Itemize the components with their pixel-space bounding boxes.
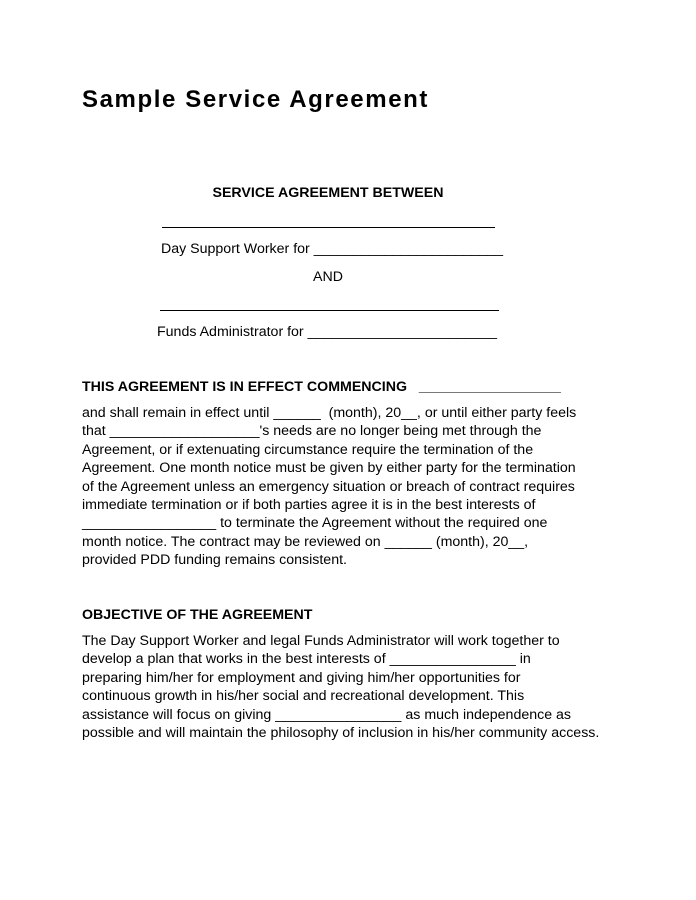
paragraph-line: provided PDD funding remains consistent.	[82, 552, 347, 569]
paragraph-line: of the Agreement unless an emergency situation or breach of contract requires	[82, 478, 575, 495]
paragraph-line: preparing him/her for employment and giving him/her opportunities for	[82, 669, 521, 686]
commencing-heading: THIS AGREEMENT IS IN EFFECT COMMENCING __________________	[82, 379, 561, 395]
paragraph-line: Agreement. One month notice must be given by either party for the termination	[82, 460, 576, 477]
and-label: AND	[313, 269, 343, 285]
funds-administrator-line: Funds Administrator for ________________________	[157, 324, 497, 340]
objective-heading: OBJECTIVE OF THE AGREEMENT	[82, 607, 313, 623]
paragraph-line: continuous growth in his/her social and recreational development. This	[82, 688, 525, 705]
paragraph-line: assistance will focus on giving ________________ as much independence as	[82, 706, 572, 723]
paragraph-line: immediate termination or if both parties agree it is in the best interests of	[82, 497, 536, 514]
paragraph-line: The Day Support Worker and legal Funds Administrator will work together to	[82, 633, 560, 649]
party-two-blank-line	[160, 310, 499, 311]
party-one-blank-line	[162, 227, 495, 228]
paragraph-line: and shall remain in effect until ______ (month), 20__, or until either party feels	[82, 405, 577, 421]
agreement-heading: SERVICE AGREEMENT BETWEEN	[212, 185, 444, 201]
document-title: Sample Service Agreement	[82, 86, 429, 113]
paragraph-line: month notice. The contract may be reviewed on ______ (month), 20__,	[82, 533, 529, 550]
paragraph-line: _________________ to terminate the Agreement without the required one	[82, 515, 548, 532]
effect-paragraph	[82, 404, 622, 570]
objective-paragraph	[82, 632, 642, 742]
paragraph-line: develop a plan that works in the best interests of ________________ in	[82, 651, 531, 668]
paragraph-line: that ___________________'s needs are no longer being met through the	[82, 423, 542, 440]
worker-line: Day Support Worker for ________________________	[161, 241, 504, 257]
paragraph-line: possible and will maintain the philosophy of inclusion in his/her community access.	[82, 725, 600, 742]
paragraph-line: Agreement, or if extenuating circumstance require the termination of the	[82, 441, 534, 458]
